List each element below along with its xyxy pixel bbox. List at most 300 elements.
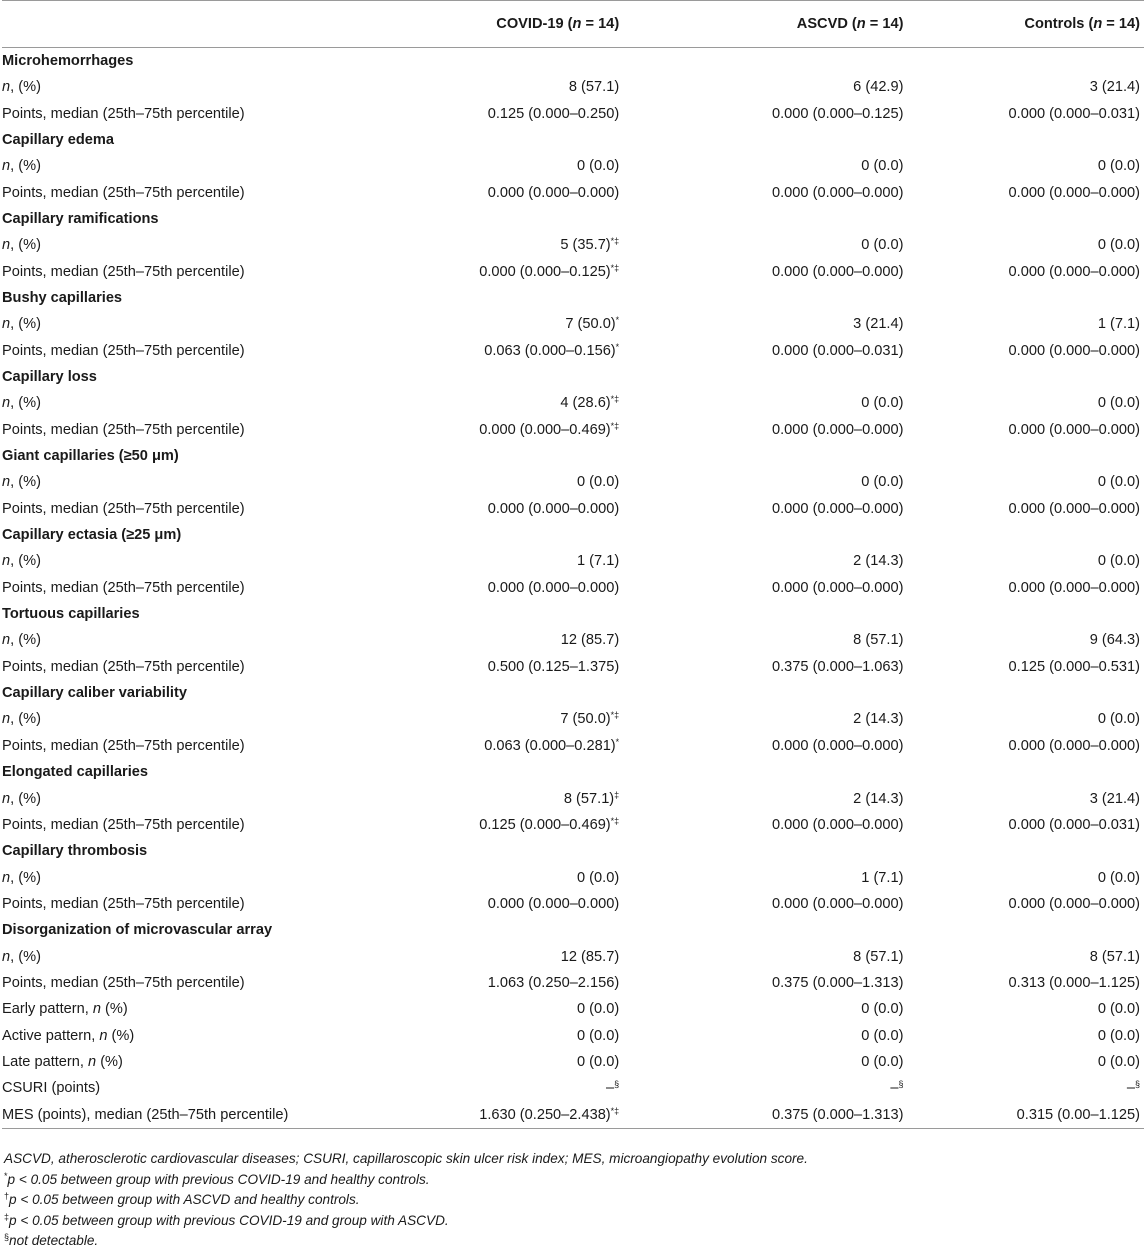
empty-cell xyxy=(320,364,656,390)
row-label xyxy=(2,390,320,416)
empty-cell xyxy=(905,838,1144,864)
value-controls xyxy=(905,812,1144,838)
empty-cell xyxy=(655,443,905,469)
header-n: n xyxy=(1093,15,1103,32)
value-ascvd xyxy=(655,970,905,996)
value-covid xyxy=(320,311,656,337)
empty-cell xyxy=(320,680,656,706)
row-label: Points, median (25th–75th percentile) xyxy=(2,816,245,833)
footnote xyxy=(4,1211,808,1232)
significance-marker: *‡ xyxy=(610,394,620,405)
footnote-text: < 0.05 between group with ASCVD and healthy controls. xyxy=(16,1192,360,1208)
value-ascvd xyxy=(655,865,905,891)
cell-value: 0.000 (0.000–0.000) xyxy=(1008,421,1140,438)
value-controls xyxy=(905,1023,1144,1049)
empty-cell xyxy=(655,285,905,311)
group-title: Capillary edema xyxy=(2,131,114,148)
footnote xyxy=(4,1231,808,1252)
value-ascvd xyxy=(655,496,905,522)
value-controls xyxy=(905,232,1144,258)
cell-value: 0 (0.0) xyxy=(577,474,620,491)
row-label: Points, median (25th–75th percentile) xyxy=(2,421,245,438)
cell-value: 0 (0.0) xyxy=(861,1027,904,1044)
footnote xyxy=(4,1149,808,1170)
row-label xyxy=(2,944,320,970)
cell-value: 1.630 (0.250–2.438) xyxy=(479,1106,611,1123)
header-empty-cell xyxy=(2,1,320,48)
row-label xyxy=(2,232,320,258)
cell-value: 0.000 (0.000–0.000) xyxy=(772,500,904,517)
row-label xyxy=(2,996,320,1022)
value-controls xyxy=(905,101,1144,127)
value-ascvd xyxy=(655,338,905,364)
p-symbol: p xyxy=(9,1192,17,1208)
row-label xyxy=(2,74,320,100)
row-label: Points, median (25th–75th percentile) xyxy=(2,895,245,912)
value-covid xyxy=(320,733,656,759)
value-covid xyxy=(320,1049,656,1075)
value-covid xyxy=(320,153,656,179)
value-covid xyxy=(320,1075,656,1101)
significance-marker: *‡ xyxy=(610,420,620,431)
significance-marker: * xyxy=(615,341,620,352)
group-header-row xyxy=(2,522,1144,548)
footnote-text: ASCVD, atherosclerotic cardiovascular diseases; CSURI, capillaroscopic skin ulcer risk index; MES, microangiopathy evolution score. xyxy=(4,1151,808,1166)
label-text: , (%) xyxy=(10,158,41,175)
count-row xyxy=(2,153,1144,179)
empty-cell xyxy=(320,917,656,943)
n-symbol: n xyxy=(2,237,11,254)
points-row xyxy=(2,417,1144,443)
value-ascvd xyxy=(655,417,905,443)
value-ascvd xyxy=(655,101,905,127)
value-controls xyxy=(905,996,1144,1022)
group-header-row xyxy=(2,127,1144,153)
row-label xyxy=(2,1049,320,1075)
cell-value: 1 (7.1) xyxy=(577,553,620,570)
row-label: Points, median (25th–75th percentile) xyxy=(2,737,245,754)
value-ascvd xyxy=(655,812,905,838)
empty-cell xyxy=(905,364,1144,390)
cell-value: 0 (0.0) xyxy=(1097,395,1140,412)
empty-cell xyxy=(655,48,905,75)
value-covid xyxy=(320,628,656,654)
value-controls xyxy=(905,575,1144,601)
significance-marker: * xyxy=(615,736,620,747)
cell-value: 0.000 (0.000–0.125) xyxy=(772,105,904,122)
value-ascvd xyxy=(655,74,905,100)
points-row xyxy=(2,733,1144,759)
group-title: Giant capillaries (≥50 μm) xyxy=(2,448,179,465)
row-label: Points, median (25th–75th percentile) xyxy=(2,658,245,675)
empty-cell xyxy=(655,838,905,864)
cell-value: 0 (0.0) xyxy=(577,1053,620,1070)
value-covid xyxy=(320,549,656,575)
header-controls: Controls (n = 14) xyxy=(905,1,1144,48)
empty-cell xyxy=(655,127,905,153)
row-label: Points, median (25th–75th percentile) xyxy=(2,974,245,991)
count-row xyxy=(2,786,1144,812)
label-text: (%) xyxy=(96,1053,123,1070)
cell-value: 7 (50.0) xyxy=(560,711,611,728)
cell-value: 0.000 (0.000–0.000) xyxy=(772,263,904,280)
group-header-row xyxy=(2,601,1144,627)
cell-value: 0 (0.0) xyxy=(1097,1053,1140,1070)
cell-value: 2 (14.3) xyxy=(853,553,904,570)
value-ascvd xyxy=(655,1023,905,1049)
cell-value: 0 (0.0) xyxy=(861,237,904,254)
value-ascvd xyxy=(655,259,905,285)
cell-value: 0 (0.0) xyxy=(577,869,620,886)
cell-value: 0.000 (0.000–0.000) xyxy=(487,895,620,912)
cell-value: 0 (0.0) xyxy=(1097,158,1140,175)
cell-value: 0.125 (0.000–0.531) xyxy=(1008,658,1140,675)
label-text: Active pattern, xyxy=(2,1027,100,1044)
header-n: n xyxy=(856,15,866,32)
value-ascvd xyxy=(655,549,905,575)
row-label: Points, median (25th–75th percentile) xyxy=(2,263,245,280)
cell-value: 1 (7.1) xyxy=(861,869,904,886)
footnote-marker: † xyxy=(4,1191,10,1202)
value-controls xyxy=(905,786,1144,812)
cell-value: 0 (0.0) xyxy=(1097,237,1140,254)
label-text: (%) xyxy=(107,1027,135,1044)
label-text: , (%) xyxy=(10,316,41,333)
cell-value: 0.313 (0.000–1.125) xyxy=(1008,974,1140,991)
cell-value: 0.000 (0.000–0.031) xyxy=(772,342,904,359)
row-label xyxy=(2,786,320,812)
significance-marker: * xyxy=(615,315,620,326)
group-title: Capillary ramifications xyxy=(2,210,159,227)
value-covid xyxy=(320,390,656,416)
value-covid xyxy=(320,812,656,838)
cell-value: 0.000 (0.000–0.000) xyxy=(487,500,620,517)
label-text: , (%) xyxy=(10,79,41,96)
group-title: Capillary thrombosis xyxy=(2,843,148,860)
header-ascvd: ASCVD (n = 14) xyxy=(655,1,905,48)
cell-value: 0.125 (0.000–0.469) xyxy=(479,816,611,833)
group-header-row xyxy=(2,680,1144,706)
empty-cell xyxy=(320,48,656,75)
group-header-row xyxy=(2,443,1144,469)
row-label xyxy=(2,153,320,179)
cell-value: 2 (14.3) xyxy=(853,711,904,728)
header-label: ASCVD xyxy=(796,15,848,32)
significance-marker: ‡ xyxy=(614,789,620,800)
value-covid xyxy=(320,232,656,258)
significance-marker: *‡ xyxy=(610,710,620,721)
n-symbol: n xyxy=(2,869,11,886)
n-symbol: n xyxy=(2,395,11,412)
n-symbol: n xyxy=(2,948,11,965)
count-row xyxy=(2,549,1144,575)
value-covid xyxy=(320,1023,656,1049)
label-text: CSURI (points) xyxy=(2,1080,101,1097)
points-row xyxy=(2,101,1144,127)
significance-marker: § xyxy=(614,1079,620,1090)
points-row xyxy=(2,338,1144,364)
value-controls xyxy=(905,549,1144,575)
group-title: Disorganization of microvascular array xyxy=(2,922,273,939)
cell-value: 0 (0.0) xyxy=(861,158,904,175)
label-text: , (%) xyxy=(10,869,41,886)
cell-value: 0.000 (0.000–0.031) xyxy=(1008,105,1140,122)
value-covid xyxy=(320,180,656,206)
label-text: , (%) xyxy=(10,711,41,728)
group-header-row xyxy=(2,48,1144,75)
label-text: MES (points), median (25th–75th percentile) xyxy=(2,1106,289,1123)
group-header-row xyxy=(2,759,1144,785)
significance-marker: *‡ xyxy=(610,815,620,826)
value-controls xyxy=(905,470,1144,496)
value-covid xyxy=(320,338,656,364)
cell-value: 0 (0.0) xyxy=(861,474,904,491)
value-controls xyxy=(905,1075,1144,1101)
footnote-text: < 0.05 between group with previous COVID-19 and group with ASCVD. xyxy=(16,1212,449,1228)
cell-value: 0.000 (0.000–0.000) xyxy=(1008,342,1140,359)
points-row xyxy=(2,259,1144,285)
value-ascvd xyxy=(655,891,905,917)
group-title: Bushy capillaries xyxy=(2,289,123,306)
value-controls xyxy=(905,970,1144,996)
significance-marker: § xyxy=(898,1079,904,1090)
value-covid xyxy=(320,654,656,680)
cell-value: 8 (57.1) xyxy=(853,948,904,965)
value-covid xyxy=(320,707,656,733)
value-covid xyxy=(320,575,656,601)
header-n-value: = 14 xyxy=(1102,15,1136,32)
value-controls xyxy=(905,311,1144,337)
cell-value: 0 (0.0) xyxy=(861,1001,904,1018)
group-title: Microhemorrhages xyxy=(2,52,134,69)
cell-value: 0.000 (0.000–0.000) xyxy=(487,579,620,596)
value-controls xyxy=(905,707,1144,733)
cell-value: 0.000 (0.000–0.000) xyxy=(772,816,904,833)
value-controls xyxy=(905,733,1144,759)
group-title: Tortuous capillaries xyxy=(2,606,140,623)
cell-value: 3 (21.4) xyxy=(1089,79,1140,96)
value-controls xyxy=(905,180,1144,206)
cell-value: 12 (85.7) xyxy=(560,948,620,965)
empty-cell xyxy=(905,285,1144,311)
empty-cell xyxy=(905,917,1144,943)
cell-value: 0.000 (0.000–0.000) xyxy=(1008,184,1140,201)
value-covid xyxy=(320,996,656,1022)
p-symbol: p xyxy=(9,1212,17,1228)
points-row xyxy=(2,891,1144,917)
value-covid xyxy=(320,970,656,996)
count-row xyxy=(2,707,1144,733)
cell-value: 0.000 (0.000–0.125) xyxy=(479,263,611,280)
header-n: n xyxy=(572,15,582,32)
cell-value: 0.000 (0.000–0.000) xyxy=(772,421,904,438)
cell-value: 0 (0.0) xyxy=(577,158,620,175)
value-controls xyxy=(905,654,1144,680)
cell-value: 3 (21.4) xyxy=(853,316,904,333)
row-label xyxy=(2,865,320,891)
value-ascvd xyxy=(655,1102,905,1129)
n-symbol: n xyxy=(2,474,11,491)
cell-value: 8 (57.1) xyxy=(563,790,615,807)
value-ascvd xyxy=(655,232,905,258)
row-label: Points, median (25th–75th percentile) xyxy=(2,184,245,201)
footnote xyxy=(4,1170,808,1191)
significance-marker: *‡ xyxy=(610,262,620,273)
label-text: (%) xyxy=(100,1001,128,1018)
table-body xyxy=(2,48,1144,1129)
value-covid xyxy=(320,891,656,917)
empty-cell xyxy=(905,522,1144,548)
value-covid xyxy=(320,101,656,127)
cell-value: 0.315 (0.00–1.125) xyxy=(1016,1106,1140,1123)
n-symbol: n xyxy=(2,158,11,175)
row-label xyxy=(2,1023,320,1049)
cell-value: 4 (28.6) xyxy=(560,395,611,412)
value-covid xyxy=(320,496,656,522)
value-ascvd xyxy=(655,153,905,179)
n-symbol: n xyxy=(2,790,11,807)
value-ascvd xyxy=(655,1075,905,1101)
value-controls xyxy=(905,496,1144,522)
empty-cell xyxy=(905,680,1144,706)
summary-row xyxy=(2,1102,1144,1129)
label-text: , (%) xyxy=(10,474,41,491)
cell-value: 0.000 (0.000–0.000) xyxy=(1008,737,1140,754)
value-covid xyxy=(320,786,656,812)
group-header-row xyxy=(2,364,1144,390)
empty-cell xyxy=(320,522,656,548)
group-header-row xyxy=(2,838,1144,864)
footnote-marker: * xyxy=(4,1170,8,1181)
value-controls xyxy=(905,74,1144,100)
value-covid xyxy=(320,74,656,100)
cell-value: 0 (0.0) xyxy=(577,1027,620,1044)
empty-cell xyxy=(655,759,905,785)
cell-value: 0.125 (0.000–0.250) xyxy=(487,105,620,122)
empty-cell xyxy=(655,364,905,390)
cell-value: 0 (0.0) xyxy=(1097,1027,1140,1044)
data-table xyxy=(2,0,1144,1129)
significance-marker: *‡ xyxy=(610,236,620,247)
header-row xyxy=(2,1,1144,48)
empty-cell xyxy=(320,838,656,864)
value-controls xyxy=(905,417,1144,443)
empty-cell xyxy=(905,206,1144,232)
group-header-row xyxy=(2,285,1144,311)
value-ascvd xyxy=(655,707,905,733)
value-covid xyxy=(320,865,656,891)
group-title: Elongated capillaries xyxy=(2,764,148,781)
empty-cell xyxy=(655,601,905,627)
row-label: Points, median (25th–75th percentile) xyxy=(2,579,245,596)
row-label: Points, median (25th–75th percentile) xyxy=(2,342,245,359)
row-label xyxy=(2,549,320,575)
value-controls xyxy=(905,390,1144,416)
row-label xyxy=(2,1075,320,1101)
cell-value: 0 (0.0) xyxy=(861,1053,904,1070)
summary-row xyxy=(2,1023,1144,1049)
cell-value: 0.000 (0.000–0.000) xyxy=(772,579,904,596)
group-title: Capillary caliber variability xyxy=(2,685,187,702)
n-symbol: n xyxy=(99,1027,108,1044)
value-ascvd xyxy=(655,996,905,1022)
empty-cell xyxy=(320,285,656,311)
cell-value: 0.000 (0.000–0.000) xyxy=(1008,263,1140,280)
row-label: Points, median (25th–75th percentile) xyxy=(2,500,245,517)
cell-value: 0.000 (0.000–0.000) xyxy=(772,737,904,754)
group-header-row xyxy=(2,206,1144,232)
significance-marker: *‡ xyxy=(610,1105,620,1116)
cell-value: 0 (0.0) xyxy=(861,395,904,412)
value-ascvd xyxy=(655,786,905,812)
n-symbol: n xyxy=(92,1001,101,1018)
label-text: , (%) xyxy=(10,790,41,807)
value-controls xyxy=(905,628,1144,654)
n-symbol: n xyxy=(2,316,11,333)
cell-value: 9 (64.3) xyxy=(1089,632,1140,649)
empty-cell xyxy=(655,917,905,943)
n-symbol: n xyxy=(2,711,11,728)
count-row xyxy=(2,232,1144,258)
footnote-marker: ‡ xyxy=(4,1211,10,1222)
cell-value: 6 (42.9) xyxy=(853,79,904,96)
value-covid xyxy=(320,417,656,443)
count-row xyxy=(2,74,1144,100)
p-symbol: p xyxy=(7,1171,16,1187)
points-row xyxy=(2,180,1144,206)
label-text: , (%) xyxy=(10,395,41,412)
count-row xyxy=(2,628,1144,654)
cell-value: 1 (7.1) xyxy=(1097,316,1140,333)
value-controls xyxy=(905,338,1144,364)
value-ascvd xyxy=(655,628,905,654)
value-ascvd xyxy=(655,654,905,680)
cell-value: 3 (21.4) xyxy=(1089,790,1140,807)
header-label: Controls xyxy=(1024,15,1085,32)
footnote-text: not detectable. xyxy=(9,1233,99,1249)
row-label xyxy=(2,311,320,337)
significance-marker: § xyxy=(1134,1079,1140,1090)
group-header-row xyxy=(2,917,1144,943)
value-controls xyxy=(905,865,1144,891)
value-covid xyxy=(320,1102,656,1129)
n-symbol: n xyxy=(2,632,11,649)
label-text: , (%) xyxy=(10,632,41,649)
n-symbol: n xyxy=(2,79,11,96)
row-label xyxy=(2,707,320,733)
value-ascvd xyxy=(655,390,905,416)
count-row xyxy=(2,865,1144,891)
row-label xyxy=(2,470,320,496)
cell-value: 0.000 (0.000–0.000) xyxy=(1008,579,1140,596)
value-controls xyxy=(905,259,1144,285)
empty-cell xyxy=(655,680,905,706)
cell-value: 0 (0.0) xyxy=(577,1001,620,1018)
empty-cell xyxy=(905,759,1144,785)
summary-row xyxy=(2,1075,1144,1101)
count-row xyxy=(2,311,1144,337)
cell-value: 0.375 (0.000–1.063) xyxy=(772,658,904,675)
value-covid xyxy=(320,259,656,285)
row-label: Points, median (25th–75th percentile) xyxy=(2,105,245,122)
cell-value: 0 (0.0) xyxy=(1097,711,1140,728)
header-label: COVID-19 xyxy=(496,15,564,32)
label-text: , (%) xyxy=(10,553,41,570)
cell-value: 8 (57.1) xyxy=(853,632,904,649)
header-n-value: = 14 xyxy=(865,15,899,32)
points-row xyxy=(2,812,1144,838)
empty-cell xyxy=(320,127,656,153)
